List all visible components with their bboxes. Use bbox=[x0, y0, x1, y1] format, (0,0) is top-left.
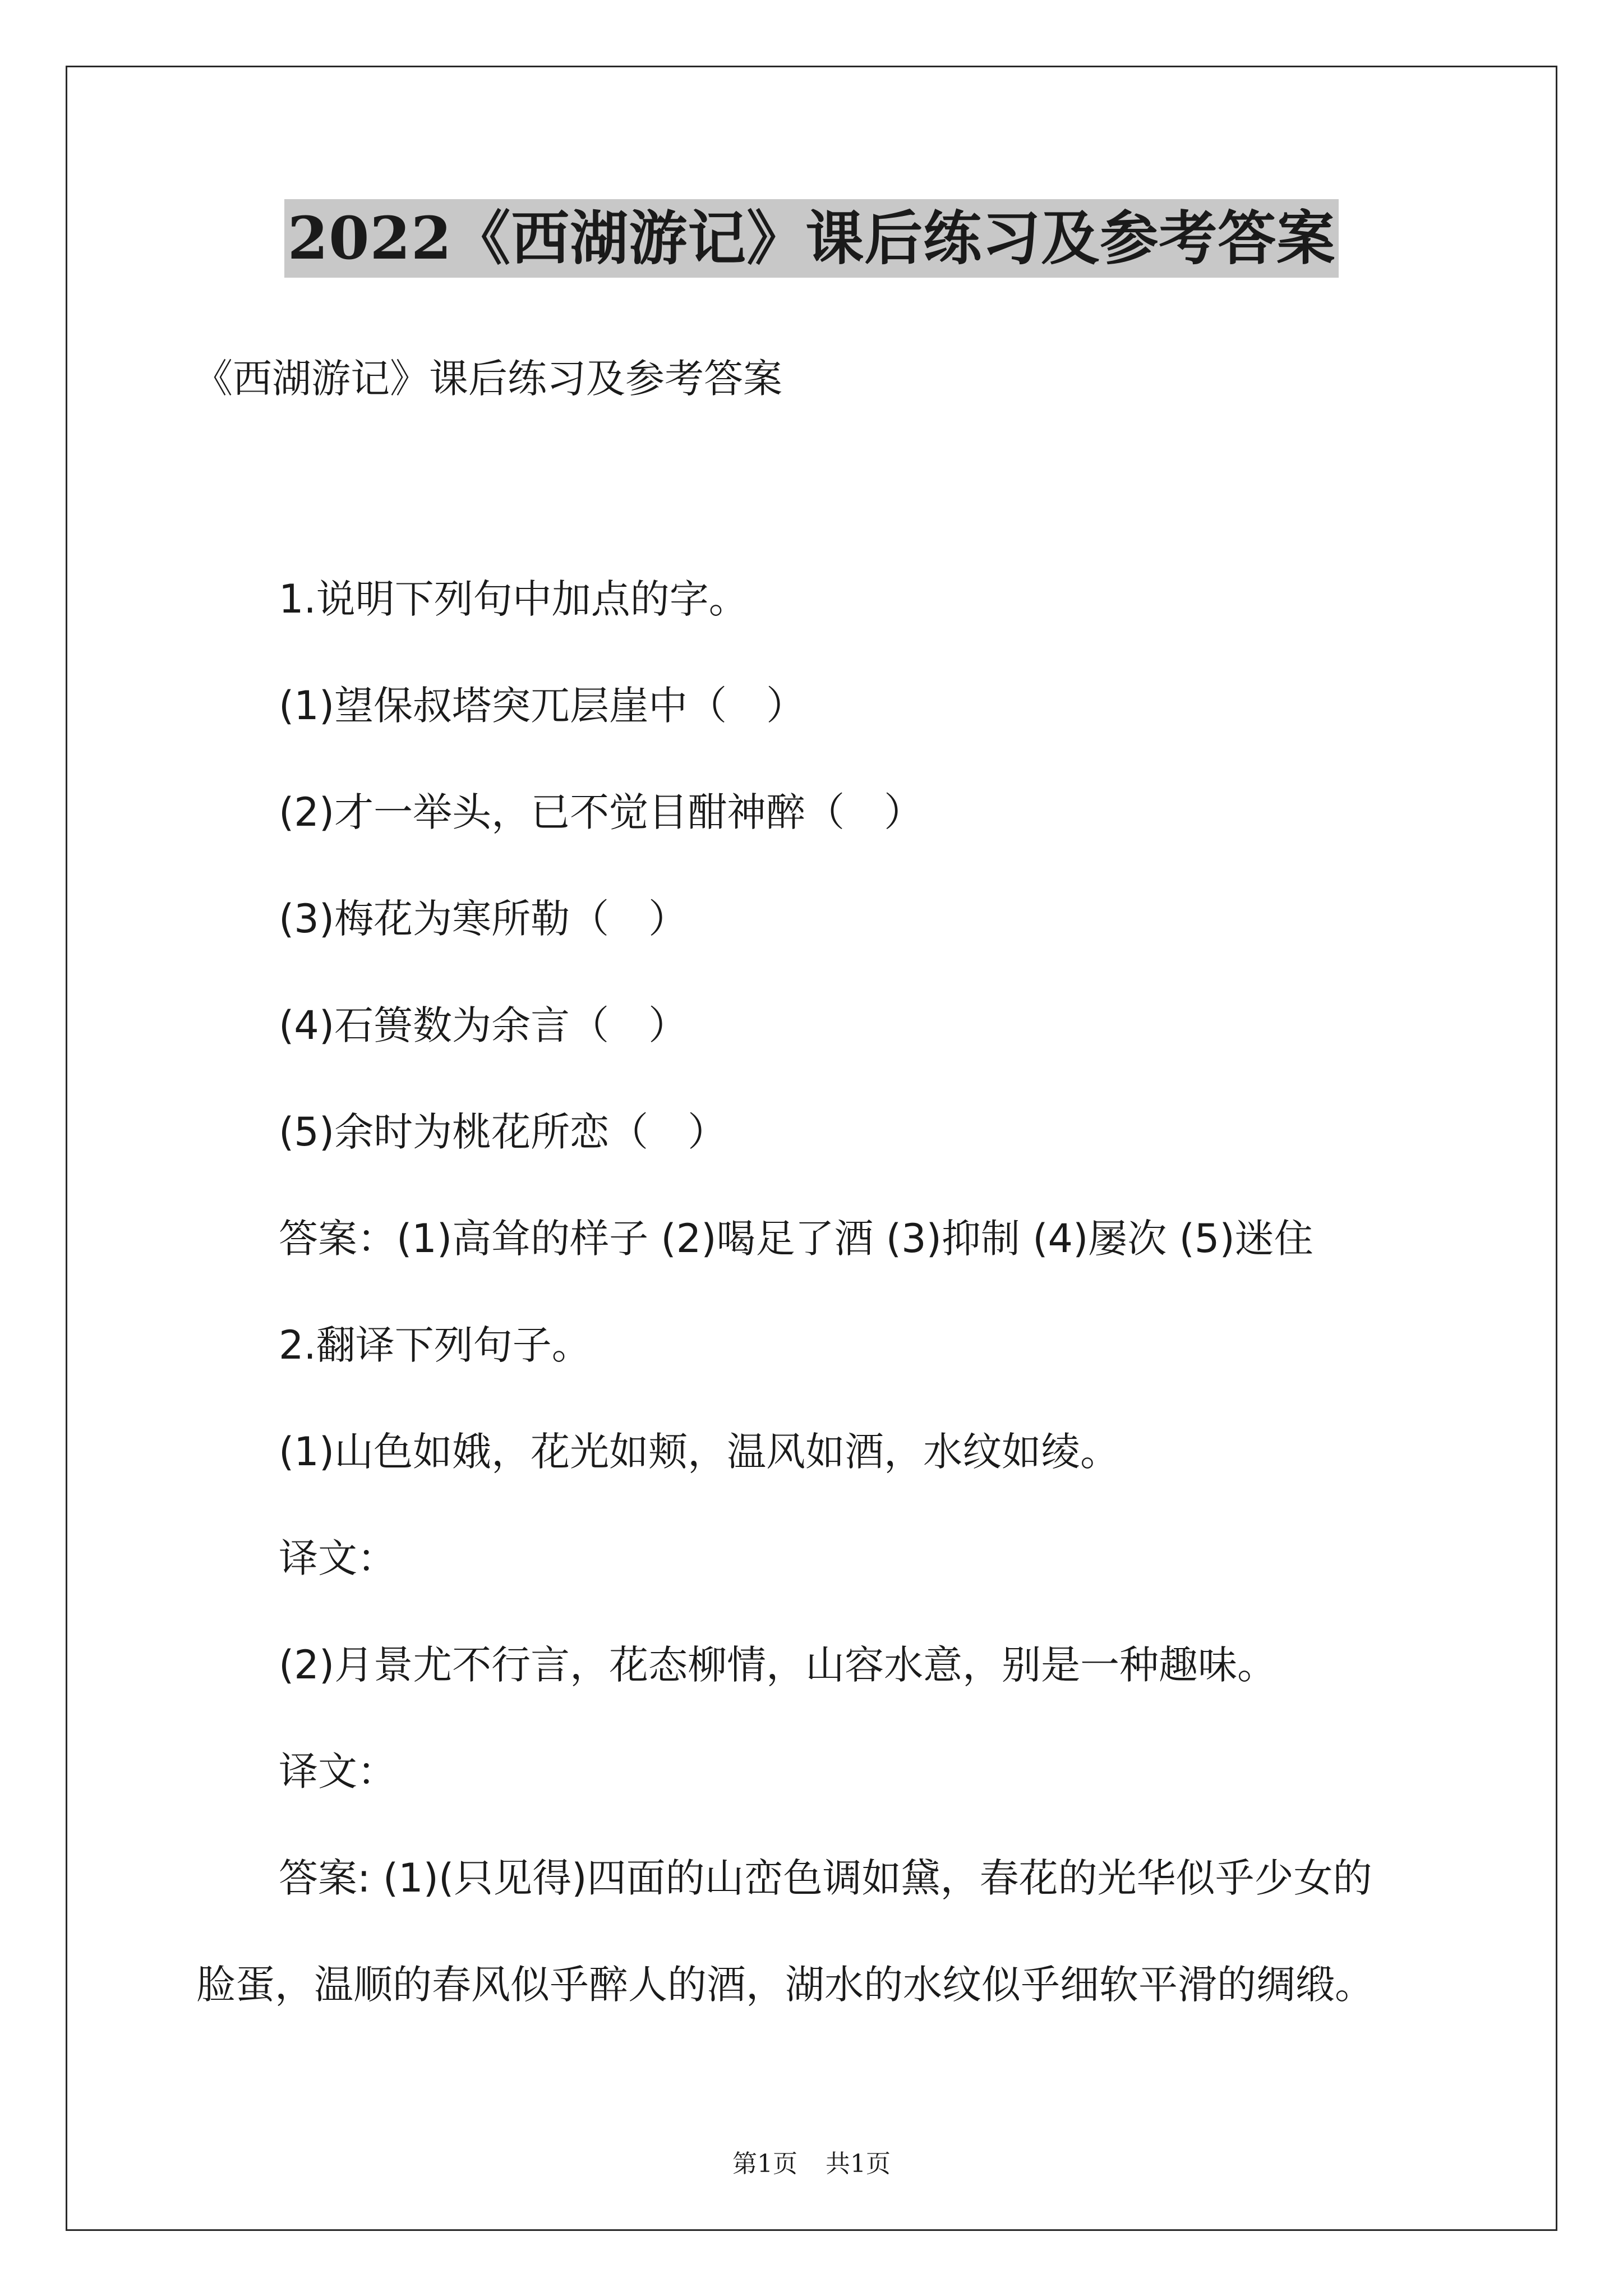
question-2-answer: 答案: (1)(只见得)四面的山峦色调如黛，春花的光华似乎少女的 bbox=[279, 1855, 1372, 1901]
document-subtitle: 《西湖游记》课后练习及参考答案 bbox=[193, 356, 782, 402]
page-footer bbox=[0, 2147, 1623, 2181]
question-1-answer: 答案：(1)高耸的样子 (2)喝足了酒 (3)抑制 (4)屡次 (5)迷住 bbox=[279, 1216, 1313, 1262]
document-title: 2022《西湖游记》课后练习及参考答案 bbox=[284, 199, 1339, 278]
question-1-item-1: (1)望保叔塔突兀层崖中（ ） bbox=[279, 683, 806, 729]
question-1-heading: 1.说明下列句中加点的字。 bbox=[279, 576, 748, 622]
question-2-heading: 2.翻译下列句子。 bbox=[279, 1322, 591, 1368]
question-1-item-2: (2)才一举头，已不觉目酣神醉（ ） bbox=[279, 789, 924, 835]
question-2-answer-continued: 脸蛋，温顺的春风似乎醉人的酒，湖水的水纹似乎细软平滑的绸缎。 bbox=[196, 1962, 1374, 2008]
translation-label-2: 译文： bbox=[279, 1749, 396, 1795]
question-1-item-3: (3)梅花为寒所勒（ ） bbox=[279, 896, 688, 942]
question-1-item-5: (5)余时为桃花所恋（ ） bbox=[279, 1109, 727, 1155]
question-1-item-4: (4)石篑数为余言（ ） bbox=[279, 1002, 688, 1048]
page-number: 第1页 bbox=[732, 2150, 797, 2178]
question-2-item-2: (2)月景尤不行言，花态柳情，山容水意，别是一种趣味。 bbox=[279, 1642, 1277, 1688]
question-2-item-1: (1)山色如娥，花光如颊，温风如酒，水纹如绫。 bbox=[279, 1429, 1120, 1475]
title-container bbox=[0, 199, 1623, 278]
page-total: 共1页 bbox=[826, 2150, 891, 2178]
translation-label-1: 译文： bbox=[279, 1535, 396, 1581]
